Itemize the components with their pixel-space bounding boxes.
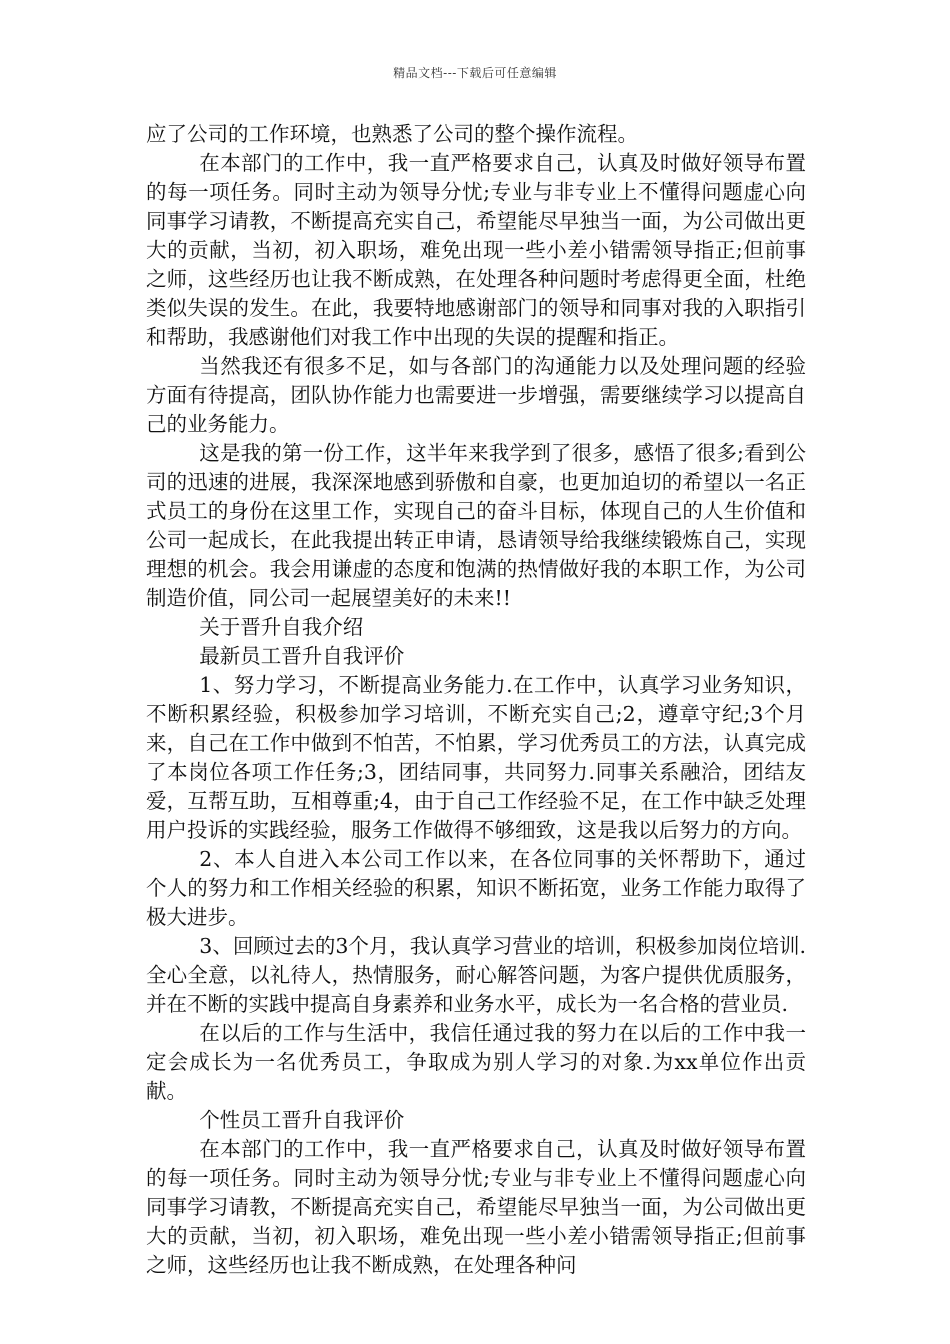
document-body (146, 120, 806, 1280)
section-heading-latest: 最新员工晋升自我评价 (199, 644, 405, 668)
paragraph-2: 在本部门的工作中，我一直严格要求自己，认真及时做好领导布置的每一项任务。同时主动为领导分忧;专业与非专业上不懂得问题虚心向同事学习请教，不断提高充实自己，希望能尽早独当一面，为公司做出更大的贡献，当初，初入职场，难免出现一些小差小错需领导指正;但前事之师，这些经历也让我不断成熟，在处理各种问题时考虑得更全面，杜绝类似失误的发生。在此，我要特地感谢部门的领导和同事对我的入职指引和帮助，我感谢他们对我工作中出现的失误的提醒和指正。 (146, 151, 806, 349)
paragraph-last: 在本部门的工作中，我一直严格要求自己，认真及时做好领导布置的每一项任务。同时主动为领导分忧;专业与非专业上不懂得问题虚心向同事学习请教，不断提高充实自己，希望能尽早独当一面，为公司做出更大的贡献，当初，初入职场，难免出现一些小差小错需领导指正;但前事之师，这些经历也让我不断成熟，在处理各种问 (146, 1137, 806, 1277)
paragraph-conclusion: 在以后的工作与生活中，我信任通过我的努力在以后的工作中我一定会成长为一名优秀员工，争取成为别人学习的对象.为xx单位作出贡献。 (146, 1021, 806, 1103)
paragraph-item-1: 1、努力学习，不断提高业务能力.在工作中，认真学习业务知识，不断积累经验，积极参加学习培训，不断充实自己;2，遵章守纪;3个月来，自己在工作中做到不怕苦，不怕累，学习优秀员工的方法，认真完成了本岗位各项工作任务;3，团结同事，共同努力.同事关系融洽，团结友爱，互帮互助，互相尊重;4，由于自己工作经验不足，在工作中缺乏处理用户投诉的实践经验，服务工作做得不够细致，这是我以后努力的方向。 (146, 673, 806, 842)
page-header: 精品文档---下载后可任意编辑 (393, 66, 557, 80)
paragraph-1: 应了公司的工作环境，也熟悉了公司的整个操作流程。 (146, 122, 638, 146)
paragraph-3: 当然我还有很多不足，如与各部门的沟通能力以及处理问题的经验方面有待提高，团队协作能力也需要进一步增强，需要继续学习以提高自己的业务能力。 (146, 354, 806, 436)
paragraph-item-2: 2、本人自进入本公司工作以来，在各位同事的关怀帮助下，通过个人的努力和工作相关经验的积累，知识不断拓宽，业务工作能力取得了极大进步。 (146, 847, 806, 929)
paragraph-4: 这是我的第一份工作，这半年来我学到了很多，感悟了很多;看到公司的迅速的进展，我深深地感到骄傲和自豪，也更加迫切的希望以一名正式员工的身份在这里工作，实现自己的奋斗目标，体现自己的人生价值和公司一起成长，在此我提出转正申请，恳请领导给我继续锻炼自己，实现理想的机会。我会用谦虚的态度和饱满的热情做好我的本职工作，为公司制造价值，同公司一起展望美好的未来!! (146, 441, 806, 610)
section-heading-intro: 关于晋升自我介绍 (199, 615, 364, 639)
paragraph-item-3: 3、回顾过去的3个月，我认真学习营业的培训，积极参加岗位培训.全心全意，以礼待人，热情服务，耐心解答问题，为客户提供优质服务，并在不断的实践中提高自身素养和业务水平，成长为一名合格的营业员. (146, 934, 806, 1016)
section-heading-personal: 个性员工晋升自我评价 (199, 1108, 405, 1132)
